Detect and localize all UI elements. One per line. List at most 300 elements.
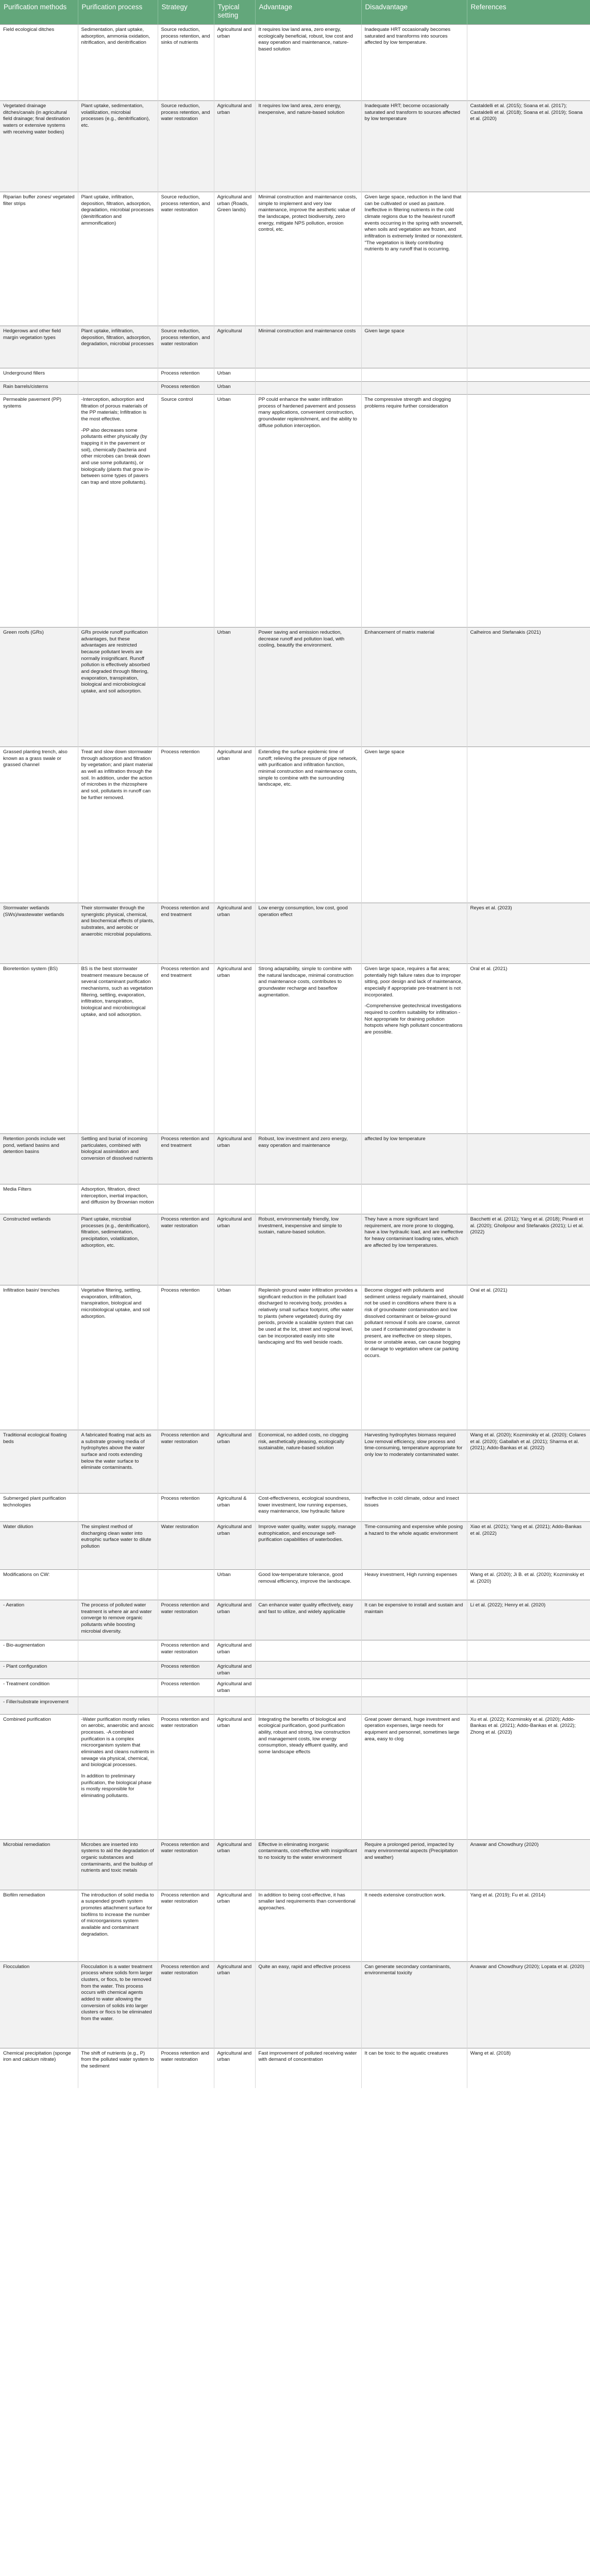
cell-text: Agricultural and urban [217, 1841, 252, 1854]
cell-text: Process retention and water restoration [161, 2050, 209, 2063]
table-row [0, 903, 590, 964]
cell-disadvantage [361, 2048, 467, 2088]
cell-advantage [255, 1430, 361, 1494]
cell-method [0, 382, 78, 395]
cell-text: Urban [217, 384, 231, 389]
cell-text: Agricultural and urban [217, 1681, 252, 1693]
cell-setting [214, 1600, 255, 1640]
cell-text: Process retention and water restoration [161, 1602, 209, 1615]
cell-process [78, 1184, 158, 1214]
cell-advantage [255, 1522, 361, 1570]
cell-references [467, 1134, 590, 1184]
cell-text: They have a more significant land requirement, are more prone to clogging, have a low hydraulic load, and are ineffective for heavy contaminant loading rates, which are affected by low temperatures. [364, 1216, 463, 1248]
cell-references [467, 2048, 590, 2088]
cell-text: Process retention [161, 384, 200, 389]
cell-text: Permeable pavement (PP) systems [3, 397, 62, 409]
cell-process [78, 1662, 158, 1679]
cell-method [0, 1570, 78, 1600]
cell-strategy [158, 1679, 214, 1697]
cell-disadvantage [361, 1961, 467, 2048]
table-row [0, 1285, 590, 1430]
cell-text: Plant uptake, infiltration, deposition, filtration, adsorption, degradation, microbial processes [81, 328, 154, 347]
cell-text: Their stormwater through the synergistic physical, chemical, and biochemical effects of plants, substrates, and aerobic or anaerobic microbial populations. [81, 905, 155, 937]
cell-text: Settling and burial of incoming particulates, combined with biological assimilation and conversion of dissolved nutrients [81, 1136, 153, 1161]
table-row [0, 1214, 590, 1285]
cell-text: Flocculation is a water treatment process where solids form larger clusters, or flocs, to be removed from the water. This process occurs with chemical agents added to water allowing the conversion of solids into larger clusters or flocs to be eliminated from the water. [81, 1963, 153, 2022]
cell-text: Vegetative filtering, settling, evaporation, infiltration, transpiration, biological and microbiological uptake, and soil adsorption. [81, 1287, 150, 1319]
cell-advantage [255, 368, 361, 382]
cell-references [467, 1697, 590, 1714]
cell-disadvantage [361, 1570, 467, 1600]
cell-text: Given large space, requires a flat area; potentially high failure rates due to improper sitting, poor design and lack of maintenance, especially if appropriate pre-treatment is not incorporated. [364, 966, 463, 998]
cell-text: Agricultural [217, 328, 242, 334]
cell-disadvantage [361, 1600, 467, 1640]
table-row [0, 1839, 590, 1890]
cell-strategy [158, 25, 214, 101]
cell-text: Can enhance water quality effectively, easy and fast to utilize, and widely applicable [258, 1602, 353, 1615]
cell-text: Bacchetti et al. (2011); Yang et al. (2018); Pinardi et al. (2020); Gholipour and Stefanakis (2021); Li et al. (2022) [470, 1216, 584, 1235]
cell-text: GRs provide runoff purification advantages, but these advantages are restricted because pollutant levels are normally insignificant. Runoff pollution is effectively absorbed and degraded through filtering, evaporation, transpiration, biological and microbiological uptake, and soil adsorption. [81, 630, 150, 694]
cell-advantage [255, 1662, 361, 1679]
cell-strategy [158, 1697, 214, 1714]
cell-references [467, 1184, 590, 1214]
cell-strategy [158, 192, 214, 326]
cell-disadvantage [361, 1494, 467, 1522]
cell-disadvantage [361, 368, 467, 382]
cell-text: Source reduction, process retention, and water restoration [161, 328, 210, 347]
table-row [0, 1640, 590, 1662]
cell-text: Process retention and water restoration [161, 1216, 209, 1229]
cell-process [78, 192, 158, 326]
cell-text: The introduction of solid media to a suspended growth system promotes attachment surface for biofilms to increase the number of microorganisms system available and contaminant degradation. [81, 1892, 154, 1937]
cell-setting [214, 192, 255, 326]
cell-advantage [255, 1494, 361, 1522]
cell-text: Source control [161, 397, 193, 402]
cell-references [467, 326, 590, 368]
cell-method [0, 1679, 78, 1697]
cell-method [0, 1430, 78, 1494]
cell-text: Agricultural and urban [217, 1602, 252, 1615]
cell-text: Chemical precipitation (sponge iron and calcium nitrate) [3, 2050, 71, 2063]
cell-setting [214, 25, 255, 101]
cell-method [0, 1285, 78, 1430]
cell-text: Minimal construction and maintenance costs, simple to implement and very low maintenance, improve the aesthetic value of the landscape, protect biodiversity, zero energy, mitigate NPS pollution, erosion control, etc. [258, 194, 357, 233]
cell-advantage [255, 1890, 361, 1961]
table-row [0, 1697, 590, 1714]
cell-references [467, 101, 590, 192]
cell-text: Heavy investment, High running expenses [364, 1572, 458, 1578]
cell-text: The simplest method of discharging clean water into eutrophic surface water to dilute pollution [81, 1524, 151, 1549]
cell-advantage [255, 1285, 361, 1430]
cell-text: Green roofs (GRs) [3, 630, 44, 635]
cell-advantage [255, 1134, 361, 1184]
header-strategy: Strategy [158, 0, 214, 25]
cell-references [467, 1714, 590, 1839]
cell-text: BS is the best stormwater treatment measure because of several contaminant purification mechanisms, such as vegetation filtering, settling, evaporation, infiltration, transpiration, biological and microbiological uptake, and soil adsorption. [81, 966, 153, 1018]
cell-text: Retention ponds include wet pond, wetland basins and detention basins [3, 1136, 65, 1155]
cell-method [0, 1839, 78, 1890]
cell-disadvantage [361, 1522, 467, 1570]
cell-text: Inadequate HRT; become occasionally saturated and transform to sources affected by low temperature [364, 103, 460, 122]
cell-strategy [158, 1285, 214, 1430]
cell-disadvantage [361, 101, 467, 192]
cell-strategy [158, 747, 214, 903]
cell-strategy [158, 1961, 214, 2048]
table-row [0, 628, 590, 747]
cell-disadvantage [361, 326, 467, 368]
cell-method [0, 1184, 78, 1214]
cell-advantage [255, 101, 361, 192]
cell-method [0, 903, 78, 964]
cell-text: It requires low land area, zero energy, inexpensive, and nature-based solution [258, 103, 345, 115]
cell-text: Agricultural and urban [217, 966, 252, 978]
cell-strategy [158, 1640, 214, 1662]
cell-disadvantage [361, 1430, 467, 1494]
cell-text: A fabricated floating mat acts as a substrate growing media of hydrophytes above the water surface and roots extending below the water surface to eliminate contaminants. [81, 1432, 151, 1471]
cell-text: Good low-temperature tolerance, good removal efficiency, improve the landscape. [258, 1572, 351, 1584]
cell-advantage [255, 2048, 361, 2088]
cell-text: Extending the surface epidemic time of runoff; relieving the pressure of pipe network, with purification and infiltration function, minimal construction and maintenance costs, simple to combine with the surrounding landscape, etc. [258, 749, 358, 788]
table-body [0, 25, 590, 2089]
cell-strategy [158, 101, 214, 192]
cell-method [0, 1494, 78, 1522]
cell-text: Modifications on CW: [3, 1572, 50, 1578]
cell-text: In addition to being cost-effective, it has smaller land requirements than conventional approaches. [258, 1892, 356, 1911]
cell-process [78, 1214, 158, 1285]
cell-setting [214, 628, 255, 747]
cell-references [467, 1640, 590, 1662]
cell-text: Agricultural and urban [217, 1216, 252, 1229]
cell-text: Biofilm remediation [3, 1892, 45, 1898]
cell-setting [214, 903, 255, 964]
cell-disadvantage [361, 1662, 467, 1679]
cell-text: Grassed planting trench, also known as a grass swale or grassed channel [3, 749, 68, 768]
cell-method [0, 1697, 78, 1714]
cell-setting [214, 1890, 255, 1961]
cell-strategy [158, 1570, 214, 1600]
cell-text: Great power demand, huge investment and operation expenses, large needs for equipment and personnel, sometimes large area, easy to clog [364, 1716, 460, 1742]
cell-references [467, 1570, 590, 1600]
cell-advantage [255, 1679, 361, 1697]
table-row [0, 368, 590, 382]
cell-advantage [255, 964, 361, 1134]
cell-text: Robust, environmentally friendly, low investment, inexpensive and simple to sustain, nature-based solution. [258, 1216, 342, 1235]
cell-disadvantage [361, 903, 467, 964]
cell-text: Urban [217, 370, 231, 376]
cell-text: Process retention and end treatment [161, 905, 209, 918]
header-references: References [467, 0, 590, 25]
cell-text: Agricultural and urban [217, 1136, 252, 1148]
cell-strategy [158, 382, 214, 395]
cell-text: Hedgerows and other field margin vegetation types [3, 328, 61, 341]
cell-strategy [158, 903, 214, 964]
cell-references [467, 747, 590, 903]
cell-strategy [158, 395, 214, 628]
cell-text: Quite an easy, rapid and effective process [258, 1963, 350, 1970]
table-row [0, 1961, 590, 2048]
cell-text: -Interception, adsorption and filtration of porous materials of the PP materials; Infiltration is the most effective. [81, 397, 148, 422]
cell-text: Process retention [161, 370, 200, 376]
cell-text: Castaldelli et al. (2015); Soana et al. (2017); Castaldelli et al. (2018); Soana et al. (2019); Soana et al. (2020) [470, 103, 583, 122]
cell-strategy [158, 1494, 214, 1522]
cell-text: Source reduction, process retention, and water restoration [161, 194, 210, 213]
cell-text: Process retention [161, 1287, 200, 1293]
cell-references [467, 1522, 590, 1570]
cell-text: Treat and slow down stormwater through adsorption and filtration by vegetation; and plant material as well as infiltration through the soil. In addition, under the action of microbes in the rhizosphere and soil, pollutants in runoff can be further removed. [81, 749, 153, 801]
cell-strategy [158, 964, 214, 1134]
cell-advantage [255, 395, 361, 628]
cell-text: Require a prolonged period, impacted by many environmental aspects (Precipitation and weather) [364, 1841, 458, 1860]
cell-disadvantage [361, 1184, 467, 1214]
cell-text: Become clogged with pollutants and sediment unless regularly maintained, should not be used in conditions where there is a risk of groundwater contamination and low dissolved contaminant or below-ground pollutant removal if soils are coarse, cannot be used if contaminated groundwater is present, are ineffective on steep slopes, loose or unstable areas, can cause bogging or damage to vegetation where car parking occurs. [364, 1287, 464, 1359]
cell-text: Given large space [364, 328, 404, 334]
cell-references [467, 1662, 590, 1679]
cell-method [0, 747, 78, 903]
cell-advantage [255, 192, 361, 326]
cell-text: Microbes are inserted into systems to aid the degradation of organic substances and contaminants, and the buildup of nutrients and toxic metals [81, 1841, 154, 1874]
header-advantage: Advantage [255, 0, 361, 25]
cell-disadvantage [361, 1679, 467, 1697]
cell-text: Wang et al. (2020); Kozminskiy et al. (2020); Colares et al. (2020); Gaballah et al. (2021); Sharma et al. (2021); Addo-Bankas et al. (2022) [470, 1432, 586, 1451]
cell-text: Time-consuming and expensive while posing a hazard to the whole aquatic environment [364, 1524, 463, 1536]
cell-text: Wang et al. (2018) [470, 2050, 511, 2056]
cell-setting [214, 1662, 255, 1679]
cell-text: Traditional ecological floating beds [3, 1432, 67, 1445]
cell-strategy [158, 368, 214, 382]
cell-disadvantage [361, 382, 467, 395]
cell-disadvantage [361, 747, 467, 903]
table-row [0, 192, 590, 326]
cell-method [0, 1890, 78, 1961]
cell-text: Process retention [161, 1664, 200, 1669]
cell-text: Agricultural and urban (Roads, Green lands) [217, 194, 252, 213]
cell-text: Enhancement of matrix material [364, 630, 434, 635]
cell-strategy [158, 1662, 214, 1679]
cell-text: Underground fillers [3, 370, 45, 376]
cell-text: Agricultural and urban [217, 1664, 252, 1676]
cell-process [78, 1640, 158, 1662]
cell-setting [214, 1184, 255, 1214]
header-row [0, 0, 590, 25]
cell-method [0, 2048, 78, 2088]
cell-text: Agricultural and urban [217, 1642, 252, 1655]
cell-setting [214, 1640, 255, 1662]
cell-advantage [255, 1961, 361, 2048]
cell-text: Agricultural and urban [217, 749, 252, 761]
cell-strategy [158, 1214, 214, 1285]
cell-setting [214, 1697, 255, 1714]
table-row [0, 1494, 590, 1522]
cell-text: Urban [217, 630, 231, 635]
cell-strategy [158, 2048, 214, 2088]
cell-text: Vegetated drainage ditches/canals (in agricultural field drainage; final destination waters or extensive systems with receiving water bodies) [3, 103, 70, 135]
cell-disadvantage [361, 1134, 467, 1184]
cell-references [467, 964, 590, 1134]
cell-text: The shift of nutrients (e.g., P) from the polluted water system to the sediment [81, 2050, 154, 2069]
header-purification-process: Purification process [78, 0, 158, 25]
cell-process [78, 326, 158, 368]
cell-process [78, 1570, 158, 1600]
cell-text: - Aeration [3, 1602, 25, 1608]
cell-strategy [158, 1134, 214, 1184]
cell-text: Agricultural and urban [217, 27, 252, 39]
cell-references [467, 903, 590, 964]
cell-process [78, 101, 158, 192]
cell-disadvantage [361, 192, 467, 326]
cell-method [0, 1714, 78, 1839]
cell-process [78, 382, 158, 395]
table-row [0, 395, 590, 628]
table-row [0, 1890, 590, 1961]
cell-advantage [255, 326, 361, 368]
cell-disadvantage [361, 25, 467, 101]
cell-text: Oral et al. (2021) [470, 966, 508, 972]
table-row [0, 1600, 590, 1640]
cell-text: Wang et al. (2020); Ji B. et al. (2020); Kozminskiy et al. (2020) [470, 1572, 584, 1584]
cell-method [0, 326, 78, 368]
table-row [0, 747, 590, 903]
cell-references [467, 395, 590, 628]
table-row [0, 1522, 590, 1570]
cell-text: Yang et al. (2019); Fu et al. (2014) [470, 1892, 546, 1898]
cell-text: Xiao et al. (2021); Yang et al. (2021); Addo-Bankas et al. (2022) [470, 1524, 582, 1536]
cell-text: Given large space [364, 749, 404, 755]
cell-setting [214, 326, 255, 368]
cell-text: Source reduction, process retention, and sinks of nutrients [161, 27, 210, 46]
cell-advantage [255, 1184, 361, 1214]
cell-method [0, 1961, 78, 2048]
cell-text: Urban [217, 397, 231, 402]
cell-text: Cost-effectiveness, ecological soundness, lower investment, low running expenses, easy maintenance, low hydraulic failure [258, 1496, 350, 1515]
cell-text: Xu et al. (2022); Kozminskiy et al. (2020); Addo-Bankas et al. (2021); Addo-Bankas et al. (2022); Zhong et al. (2023) [470, 1716, 576, 1735]
cell-text: In addition to preliminary purification, the biological phase is mostly responsible for eliminating pollutants. [81, 1773, 152, 1799]
cell-text: It can be expensive to install and sustain and maintain [364, 1602, 463, 1615]
cell-text: -Water purification mostly relies on aerobic, anaerobic and anoxic processes. -A combined purification is a complex microorganism system that eliminates and cleans nutrients in sewage via physical, chemical, and biological processes. [81, 1716, 155, 1768]
cell-advantage [255, 1214, 361, 1285]
header-purification-methods: Purification methods [0, 0, 78, 25]
cell-text: Submerged plant purification technologies [3, 1496, 66, 1508]
cell-method [0, 1214, 78, 1285]
cell-text: Source reduction, process retention, and water restoration [161, 103, 210, 122]
cell-strategy [158, 1430, 214, 1494]
cell-setting [214, 382, 255, 395]
cell-text: It can be toxic to the aquatic creatures [364, 2050, 448, 2056]
cell-method [0, 25, 78, 101]
cell-text: Agricultural and urban [217, 1716, 252, 1729]
cell-text: Plant uptake, microbial processes (e.g., denitrification), filtration, sedimentation, precipitation, volatilization, adsorption, etc. [81, 1216, 150, 1248]
cell-process [78, 1714, 158, 1839]
cell-text: Minimal construction and maintenance costs [258, 328, 356, 334]
cell-method [0, 101, 78, 192]
cell-text: Process retention and water restoration [161, 1716, 209, 1729]
cell-process [78, 1890, 158, 1961]
cell-text: It needs extensive construction work. [364, 1892, 446, 1898]
header-disadvantage: Disadvantage [361, 0, 467, 25]
cell-advantage [255, 1640, 361, 1662]
cell-text: It requires low land area, zero energy, ecologically beneficial, robust, low cost and easy operation and maintenance, nature-based solution [258, 27, 353, 52]
cell-references [467, 192, 590, 326]
cell-text: Agricultural and urban [217, 103, 252, 115]
cell-setting [214, 1430, 255, 1494]
cell-disadvantage [361, 628, 467, 747]
cell-process [78, 1134, 158, 1184]
cell-process [78, 1285, 158, 1430]
cell-text: Robust, low investment and zero energy, easy operation and maintenance [258, 1136, 348, 1148]
cell-text: Agricultural and urban [217, 1892, 252, 1905]
cell-text: Process retention [161, 1496, 200, 1501]
cell-advantage [255, 747, 361, 903]
cell-advantage [255, 1839, 361, 1890]
cell-references [467, 1430, 590, 1494]
table-row [0, 25, 590, 101]
cell-text: Process retention and water restoration [161, 1841, 209, 1854]
cell-disadvantage [361, 1890, 467, 1961]
cell-text: Harvesting hydrophytes biomass required Low removal efficiency, slow process and time-consuming, temperature appropriate for only low to moderately contaminated water. [364, 1432, 463, 1458]
cell-method [0, 192, 78, 326]
cell-setting [214, 1134, 255, 1184]
table-row [0, 2048, 590, 2088]
cell-text: Improve water quality, water supply, manage eutrophication, and encourage self-purification capabilities of waterbodies. [258, 1524, 356, 1543]
cell-text: Sedimentation, plant uptake, adsorption, ammonia oxidation, nitrification, and denitrification [81, 27, 150, 46]
table-header [0, 0, 590, 25]
cell-references [467, 1890, 590, 1961]
cell-text: Riparian buffer zones/ vegetated filter strips [3, 194, 75, 207]
cell-process [78, 1600, 158, 1640]
cell-disadvantage [361, 1214, 467, 1285]
cell-references [467, 1839, 590, 1890]
cell-text: Media Filters [3, 1187, 31, 1192]
cell-process [78, 25, 158, 101]
cell-strategy [158, 326, 214, 368]
cell-references [467, 25, 590, 101]
cell-advantage [255, 382, 361, 395]
cell-process [78, 1839, 158, 1890]
cell-process [78, 1697, 158, 1714]
cell-references [467, 628, 590, 747]
cell-disadvantage [361, 1839, 467, 1890]
cell-text: Water dilution [3, 1524, 33, 1530]
cell-text: Infiltration basin/ trenches [3, 1287, 60, 1293]
cell-text: Agricultural and urban [217, 1524, 252, 1536]
cell-strategy [158, 1714, 214, 1839]
cell-setting [214, 747, 255, 903]
cell-text: Plant uptake, sedimentation, volatilization, microbial processes (e.g., denitrification), etc. [81, 103, 150, 128]
cell-method [0, 628, 78, 747]
cell-strategy [158, 1184, 214, 1214]
cell-setting [214, 1494, 255, 1522]
cell-text: Process retention [161, 1681, 200, 1687]
cell-text: The compressive strength and clogging problems require further consideration [364, 397, 451, 409]
cell-setting [214, 1714, 255, 1839]
cell-method [0, 395, 78, 628]
cell-text: Constructed wetlands [3, 1216, 51, 1222]
cell-text: Field ecological ditches [3, 27, 55, 32]
cell-text: Process retention [161, 749, 200, 755]
cell-text: Power saving and emission reduction, decrease runoff and pollution load, with cooling, beautify the environment. [258, 630, 345, 649]
cell-text: Process retention and end treatment [161, 966, 209, 978]
cell-method [0, 1662, 78, 1679]
cell-text: Microbial remediation [3, 1841, 50, 1848]
cell-advantage [255, 1714, 361, 1839]
cell-disadvantage [361, 1640, 467, 1662]
cell-setting [214, 1679, 255, 1697]
table-row [0, 1570, 590, 1600]
cell-references [467, 1214, 590, 1285]
cell-text: Agricultural and urban [217, 2050, 252, 2063]
cell-strategy [158, 1890, 214, 1961]
cell-setting [214, 1285, 255, 1430]
cell-setting [214, 395, 255, 628]
